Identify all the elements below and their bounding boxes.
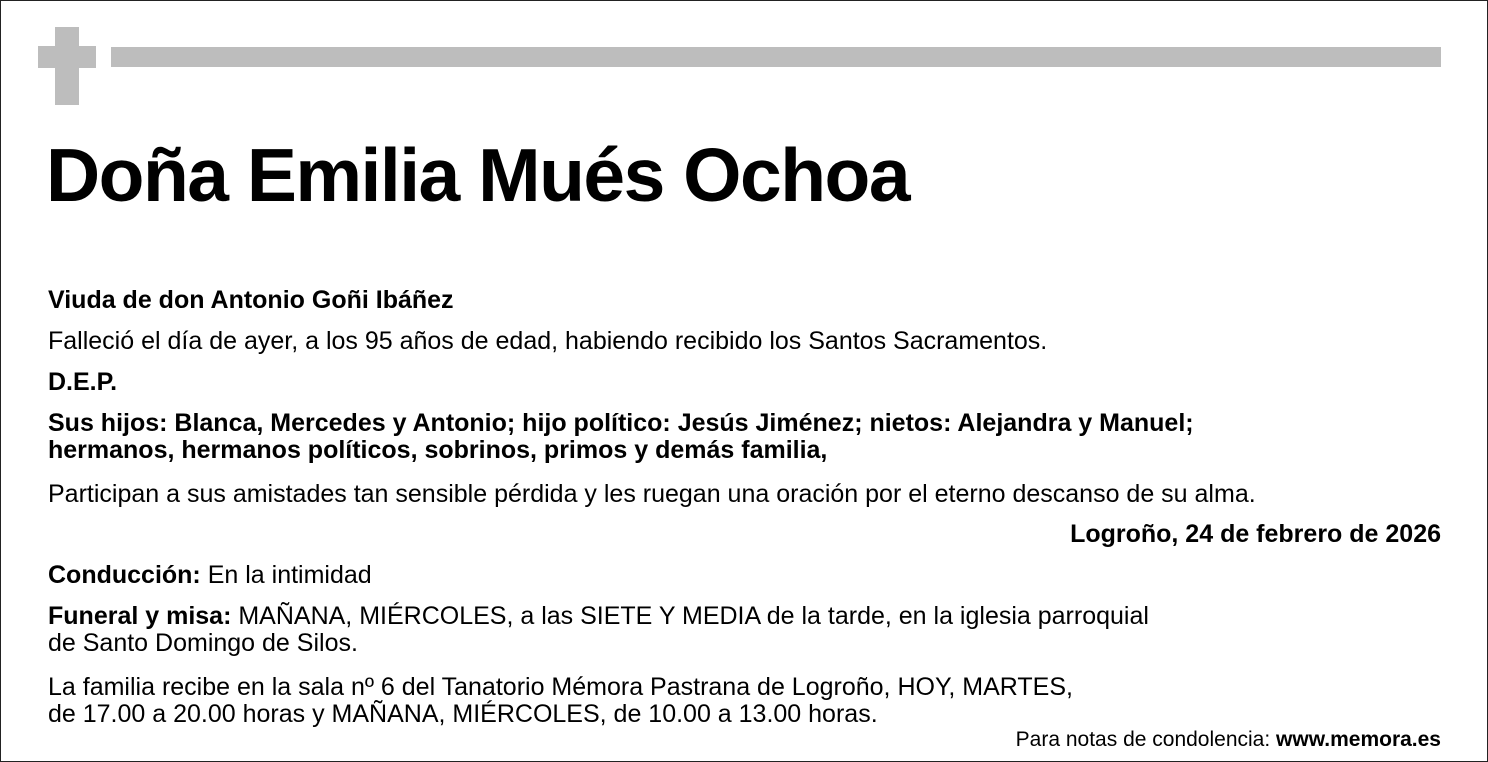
death-notice: Falleció el día de ayer, a los 95 años de edad, habiendo recibido los Santos Sacramentos. bbox=[48, 327, 1048, 355]
condolence-footer bbox=[1016, 728, 1441, 752]
footer-text: Para notas de condolencia: bbox=[1015, 728, 1277, 751]
widow-of: Viuda de don Antonio Goñi Ibáñez bbox=[48, 286, 454, 314]
funeral bbox=[48, 603, 1149, 630]
funeral-value: MAÑANA, MIÉRCOLES, a las SIETE Y MEDIA de la tarde, en la iglesia parroquial bbox=[231, 602, 1149, 630]
participation: Participan a sus amistades tan sensible pérdida y les ruegan una oración por el eterno descanso de su alma. bbox=[48, 480, 1256, 508]
conduccion-value: En la intimidad bbox=[200, 561, 372, 589]
memora-link[interactable]: www.memora.es bbox=[1276, 728, 1441, 751]
funeral-label: Funeral y misa: bbox=[48, 602, 232, 630]
family-line-2: hermanos, hermanos políticos, sobrinos, primos y demás familia, bbox=[48, 436, 828, 464]
conduccion-label: Conducción: bbox=[48, 561, 201, 589]
family-line-1: Sus hijos: Blanca, Mercedes y Antonio; hijo político: Jesús Jiménez; nietos: Alejandra y Manuel; bbox=[48, 409, 1194, 437]
cross-icon-arm bbox=[38, 46, 96, 68]
wake-line-1: La familia recibe en la sala nº 6 del Tanatorio Mémora Pastrana de Logroño, HOY, MARTES, bbox=[48, 673, 1073, 701]
place-date: Logroño, 24 de febrero de 2026 bbox=[1070, 520, 1441, 548]
dep: D.E.P. bbox=[48, 368, 118, 396]
conduccion bbox=[48, 562, 372, 589]
deceased-name: Doña Emilia Mués Ochoa bbox=[46, 133, 910, 217]
funeral-line-2: de Santo Domingo de Silos. bbox=[48, 629, 358, 657]
wake-line-2: de 17.00 a 20.00 horas y MAÑANA, MIÉRCOLES, de 10.00 a 13.00 horas. bbox=[48, 700, 878, 728]
header-rule bbox=[111, 47, 1441, 67]
